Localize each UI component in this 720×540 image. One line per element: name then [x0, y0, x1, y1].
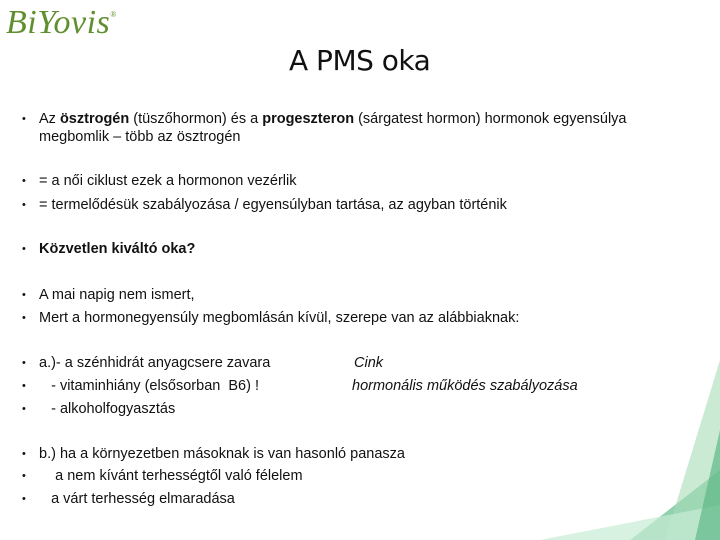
list-text: A mai napig nem ismert,: [39, 287, 195, 303]
bullet-dot: •: [22, 113, 26, 125]
list-text: - vitaminhiány (elsősorban B6) !: [39, 378, 260, 394]
bullet-dot: •: [22, 243, 26, 255]
side-note: hormonális működés szabályozása: [352, 378, 578, 394]
list-text: = termelődésük szabályozása / egyensúlyban tartása, az agyban történik: [39, 197, 507, 213]
bullet-dot: •: [22, 312, 26, 324]
list-text: Az ösztrogén (tüszőhormon) és a progeszteron (sárgatest hormon) hormonok egyensúlya: [39, 111, 627, 127]
bullet-dot: •: [22, 380, 26, 392]
list-text: a.)- a szénhidrát anyagcsere zavara: [39, 355, 271, 371]
bullet-dot: •: [22, 175, 26, 187]
side-note: Cink: [354, 355, 384, 371]
bullet-dot: •: [22, 493, 26, 505]
bullet-dot: •: [22, 403, 26, 415]
bullet-dot: •: [22, 199, 26, 211]
slide-title: A PMS oka: [289, 44, 431, 77]
registered-mark: ®: [110, 10, 117, 19]
list-text: a várt terhesség elmaradása: [39, 491, 235, 507]
bullet-dot: •: [22, 448, 26, 460]
list-text: = a női ciklust ezek a hormonon vezérlik: [39, 173, 297, 189]
corner-decoration: [480, 320, 720, 540]
list-text: megbomlik – több az ösztrogén: [39, 129, 241, 145]
list-text: Közvetlen kiváltó oka?: [39, 241, 196, 257]
deco-shape: [540, 505, 720, 540]
logo-text: BiYovis: [6, 4, 111, 41]
bullet-dot: •: [22, 289, 26, 301]
list-text: b.) ha a környezetben másoknak is van hasonló panasza: [39, 446, 405, 462]
bullet-dot: •: [22, 357, 26, 369]
list-text: Mert a hormonegyensúly megbomlásán kívül, szerepe van az alábbiaknak:: [39, 310, 520, 326]
brand-logo: [6, 4, 117, 42]
bullet-dot: •: [22, 470, 26, 482]
list-text: a nem kívánt terhességtől való félelem: [39, 468, 303, 484]
list-text: - alkoholfogyasztás: [39, 401, 176, 417]
